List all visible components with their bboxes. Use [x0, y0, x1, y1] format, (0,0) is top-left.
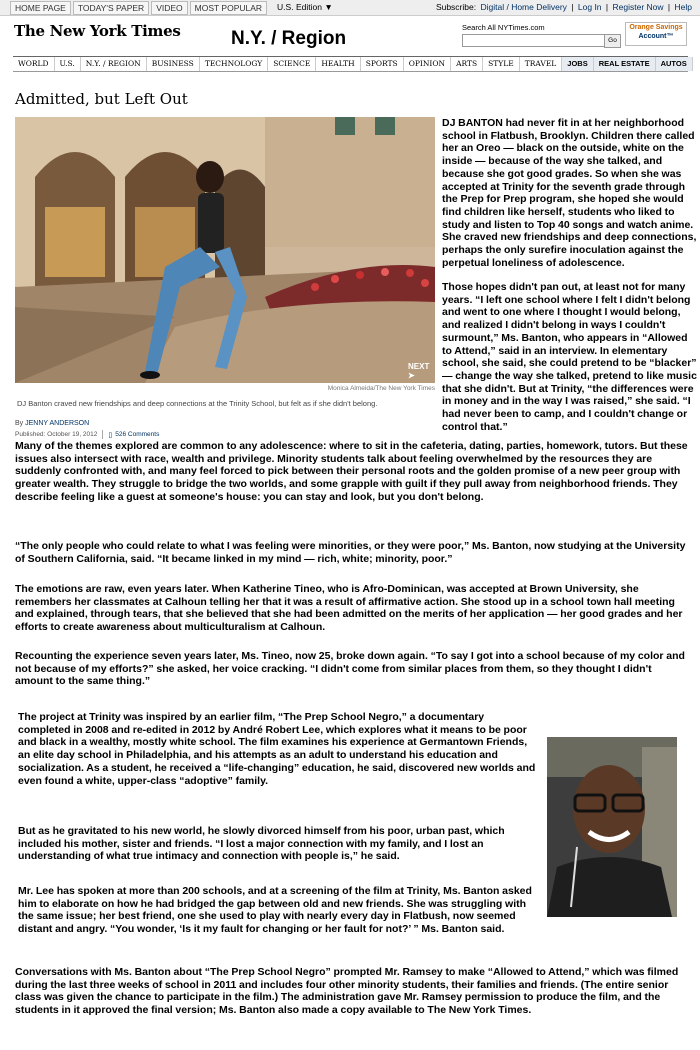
portrait-illustration — [547, 737, 677, 917]
photo-caption: DJ Banton craved new friendships and deep connections at the Trinity School, but felt as if she didn't belong. — [17, 399, 378, 408]
article-headline: Admitted, but Left Out — [15, 90, 188, 108]
comment-icon: ▯ — [108, 431, 113, 439]
paragraph-3: Many of the themes explored are common to any adolescence: where to sit in the cafeteria, dating, parties, homework, tutors. But these issues also intersect with race, wealth and privilege. Minority students talk about feeling overwhelmed by the resources they are suddenly confronted with, and many feel forced to pick between their personal roots and the golden promise of a new peer group with greater wealth. They struggle to bridge the two worlds, and some grapple with guilt if they pull away from neighborhood friends. They describe feeling like a guest at someone's house: you can stay and look, but you don't belong. — [15, 440, 688, 503]
author-link[interactable]: JENNY ANDERSON — [25, 420, 90, 427]
paragraph-9: Mr. Lee has spoken at more than 200 schools, and at a screening of the film at Trinity, Ms. Banton asked him to elaborate on how he had bridged the gap between old and new friends. She was struggling with the same issue; her best friend, one she used to play with nearly every day in Flatbush, now seemed distant and angry. “You wonder, ‘Is it my fault for changing or her fault for not?’ ” Ms. Banton said. — [18, 885, 532, 936]
paragraph-1: DJ BANTON had never fit in at her neighborhood school in Flatbush, Brooklyn. Children there called her an Oreo — black on the outside, white on the inside — because of the way she talked, and because she got good grades. So when she was accepted at Trinity for the seventh grade through the Prep for Prep program, she hoped she would find children like herself, students who liked to study and listen to Top 40 songs and watch anime. She craved new friendships and deep connections, perhaps the only surefire inoculation against the perpetual loneliness of adolescence. — [442, 117, 697, 269]
nav-item-real-estate[interactable]: REAL ESTATE — [594, 57, 656, 71]
paragraph-5: The emotions are raw, even years later. When Katherine Tineo, who is Afro-Dominican, was accepted at Brown University, she remembers her classmates at Calhoun telling her that it was a result of affirmative action. She stood up in a school town hall meeting and explained, through tears, that she believed that she had been admitted on the merits of her application — her good grades and her efforts to create awareness about multiculturalism at Calhoun. — [15, 583, 683, 634]
nav-item-jobs[interactable]: JOBS — [562, 57, 593, 71]
nav-item-sports[interactable]: SPORTS — [361, 57, 404, 71]
nav-item-world[interactable]: WORLD — [13, 57, 55, 71]
byline: By JENNY ANDERSON — [15, 420, 90, 427]
subscribe-link[interactable]: Digital / Home Delivery — [480, 2, 567, 12]
login-link[interactable]: Log In — [577, 2, 602, 12]
subscribe-label: Subscribe: — [435, 2, 477, 12]
top-utility-bar: HOME PAGE TODAY'S PAPER VIDEO MOST POPULAR U.S. Edition ▼ Subscribe: Digital / Home Delivery | Log In | Register Now | Help — [0, 0, 700, 16]
promo-ad[interactable] — [625, 22, 687, 46]
nav-item-arts[interactable]: ARTS — [451, 57, 483, 71]
nyt-logo[interactable]: The New York Times — [14, 22, 181, 40]
promo-line1: Orange Savings — [629, 24, 683, 31]
nav-item-health[interactable]: HEALTH — [316, 57, 360, 71]
article-photo[interactable] — [15, 117, 435, 383]
nav-item-ny-region[interactable]: N.Y. / REGION — [81, 57, 147, 71]
paragraph-2: Those hopes didn't pan out, at least not for many years. “I left one school where I felt I didn't belong and went to one where I thought I would belong, and realized I didn't belong in ways I couldn't surmount,” Ms. Banton, who appears in “Allowed to Attend,” said in an interview. In elementary school, she said, she could pretend to be “blacker” — change the way she talked, pretend to like music that she didn't. But at Trinity, “the differences were in money and in the way I was raised,” she said. “I had never been to camp, and I couldn't change or control that.” — [442, 281, 697, 433]
paragraph-6: Recounting the experience seven years later, Ms. Tineo, now 25, broke down again. “To say I got into a school because of my color and not because of my efforts?” she asked, her voice cracking. “I didn't come from similar places from them, so they thought I didn't amount to the same thing.” — [15, 650, 685, 688]
comments-link[interactable]: 526 Comments — [115, 431, 160, 438]
next-photo-button[interactable]: NEXT ➤ — [408, 362, 430, 380]
paragraph-10: Conversations with Ms. Banton about “The Prep School Negro” prompted Mr. Ramsey to make “Allowed to Attend,” which was filmed during the last three weeks of school in 2011 and includes four other minority students, their families and friends. (The entire senior class was given the chance to participate in the film.) The administration gave Mr. Ramsey permission to produce the film, and the students in it approved the final version; Ms. Banton also made a copy available to The New York Times. — [15, 966, 679, 1017]
tab-home-page[interactable]: HOME PAGE — [10, 1, 71, 15]
search-input[interactable] — [462, 34, 605, 47]
register-link[interactable]: Register Now — [612, 2, 664, 12]
nav-item-style[interactable]: STYLE — [483, 57, 520, 71]
andre-robert-lee-portrait — [547, 737, 677, 917]
paragraph-4: “The only people who could relate to what I was feeling were minorities, or they were poor,” Ms. Banton, now studying at the University of Southern California, said. “It became linked in my mind — rich, white; minority, poor.” — [15, 540, 686, 565]
section-title[interactable]: N.Y. / Region — [231, 28, 347, 49]
tab-most-popular[interactable]: MOST POPULAR — [190, 1, 267, 15]
promo-line2: Account™ — [638, 33, 674, 40]
photo-credit: Monica Almeida/The New York Times — [327, 385, 435, 392]
nav-item-travel[interactable]: TRAVEL — [520, 57, 563, 71]
search-go-button[interactable]: Go — [604, 34, 621, 48]
paragraph-8: But as he gravitated to his new world, he slowly divorced himself from his poor, urban past, which included his mother, sister and friends. “I lost a major connection with my family, and I lost an understanding of what true intimacy and connection with people is,” he said. — [18, 825, 505, 863]
nav-item-technology[interactable]: TECHNOLOGY — [200, 57, 268, 71]
nav-item-opinion[interactable]: OPINION — [404, 57, 451, 71]
help-link[interactable]: Help — [674, 2, 692, 12]
paragraph-7: The project at Trinity was inspired by an earlier film, “The Prep School Negro,” a documentary completed in 2008 and re-edited in 2012 by André Robert Lee, which explores what it means to be poor and black in a wealthy, mostly white school. The film examines his experience at Germantown Friends, an elite day school in Philadelphia, and his attempts as an adult to understand his education and socialization. As a student, he received a “life-changing” education, he said, discovered new worlds and even found a white, upper-class “adoptive” family. — [18, 711, 536, 787]
tab-video[interactable]: VIDEO — [151, 1, 187, 15]
courtyard-photo-illustration — [15, 117, 435, 383]
nav-item-autos[interactable]: AUTOS — [656, 57, 693, 71]
section-nav — [13, 56, 688, 72]
publish-date: Published: October 19, 2012 — [15, 431, 98, 438]
nav-item-us[interactable]: U.S. — [55, 57, 81, 71]
tab-todays-paper[interactable]: TODAY'S PAPER — [73, 1, 149, 15]
publish-info — [15, 430, 159, 439]
nav-item-business[interactable]: BUSINESS — [147, 57, 200, 71]
edition-select[interactable]: U.S. Edition ▼ — [277, 2, 333, 12]
search-label: Search All NYTimes.com — [462, 23, 545, 32]
nav-item-science[interactable]: SCIENCE — [268, 57, 316, 71]
triangle-down-icon: ▼ — [324, 2, 333, 12]
